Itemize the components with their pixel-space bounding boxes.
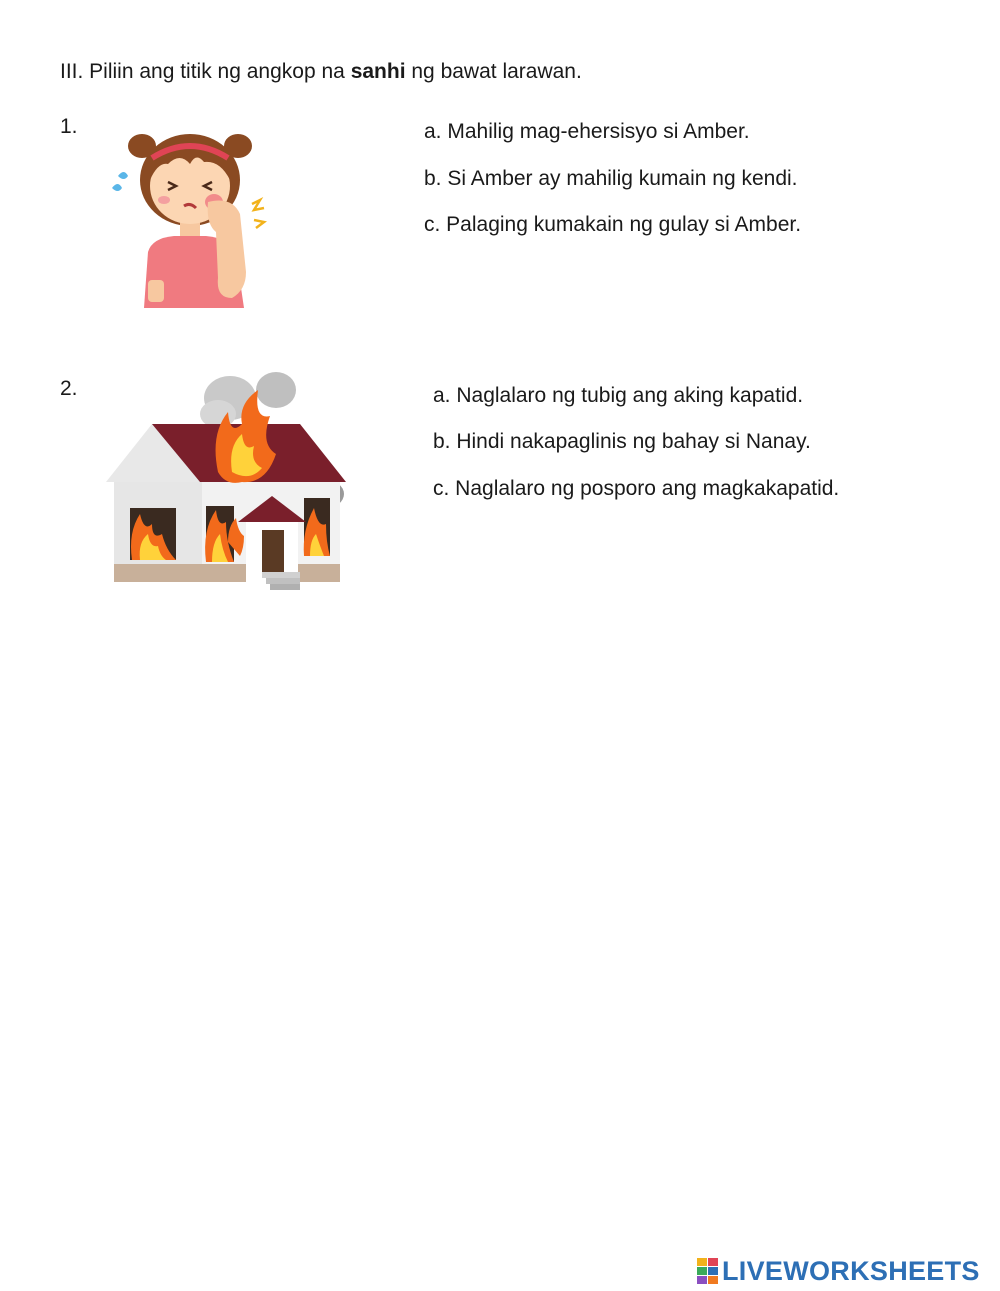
instruction-bold-word: sanhi	[350, 60, 406, 83]
question-2-number: 2.	[60, 377, 78, 400]
instruction-text	[60, 58, 582, 86]
liveworksheets-logo	[697, 1256, 980, 1286]
question-2-choice-c: c. Naglalaro ng posporo ang magkakapatid.	[433, 477, 840, 500]
question-1-choice-a: a. Mahilig mag-ehersisyo si Amber.	[424, 120, 750, 143]
question-2-choice-b: b. Hindi nakapaglinis ng bahay si Nanay.	[433, 430, 811, 453]
instruction-suffix: ng bawat larawan.	[405, 60, 582, 83]
logo-text: LIVEWORKSHEETS	[722, 1256, 980, 1286]
question-1-choice-b: b. Si Amber ay mahilig kumain ng kendi.	[424, 167, 798, 190]
question-1-number: 1.	[60, 115, 78, 138]
liveworksheets-logo-icon	[697, 1258, 719, 1284]
question-1-choice-c: c. Palaging kumakain ng gulay si Amber.	[424, 213, 802, 236]
girl-toothache-icon	[108, 122, 268, 318]
burning-house-icon	[100, 364, 352, 604]
question-2-choice-a: a. Naglalaro ng tubig ang aking kapatid.	[433, 384, 804, 407]
instruction-prefix: III. Piliin ang titik ng angkop na	[60, 60, 351, 83]
